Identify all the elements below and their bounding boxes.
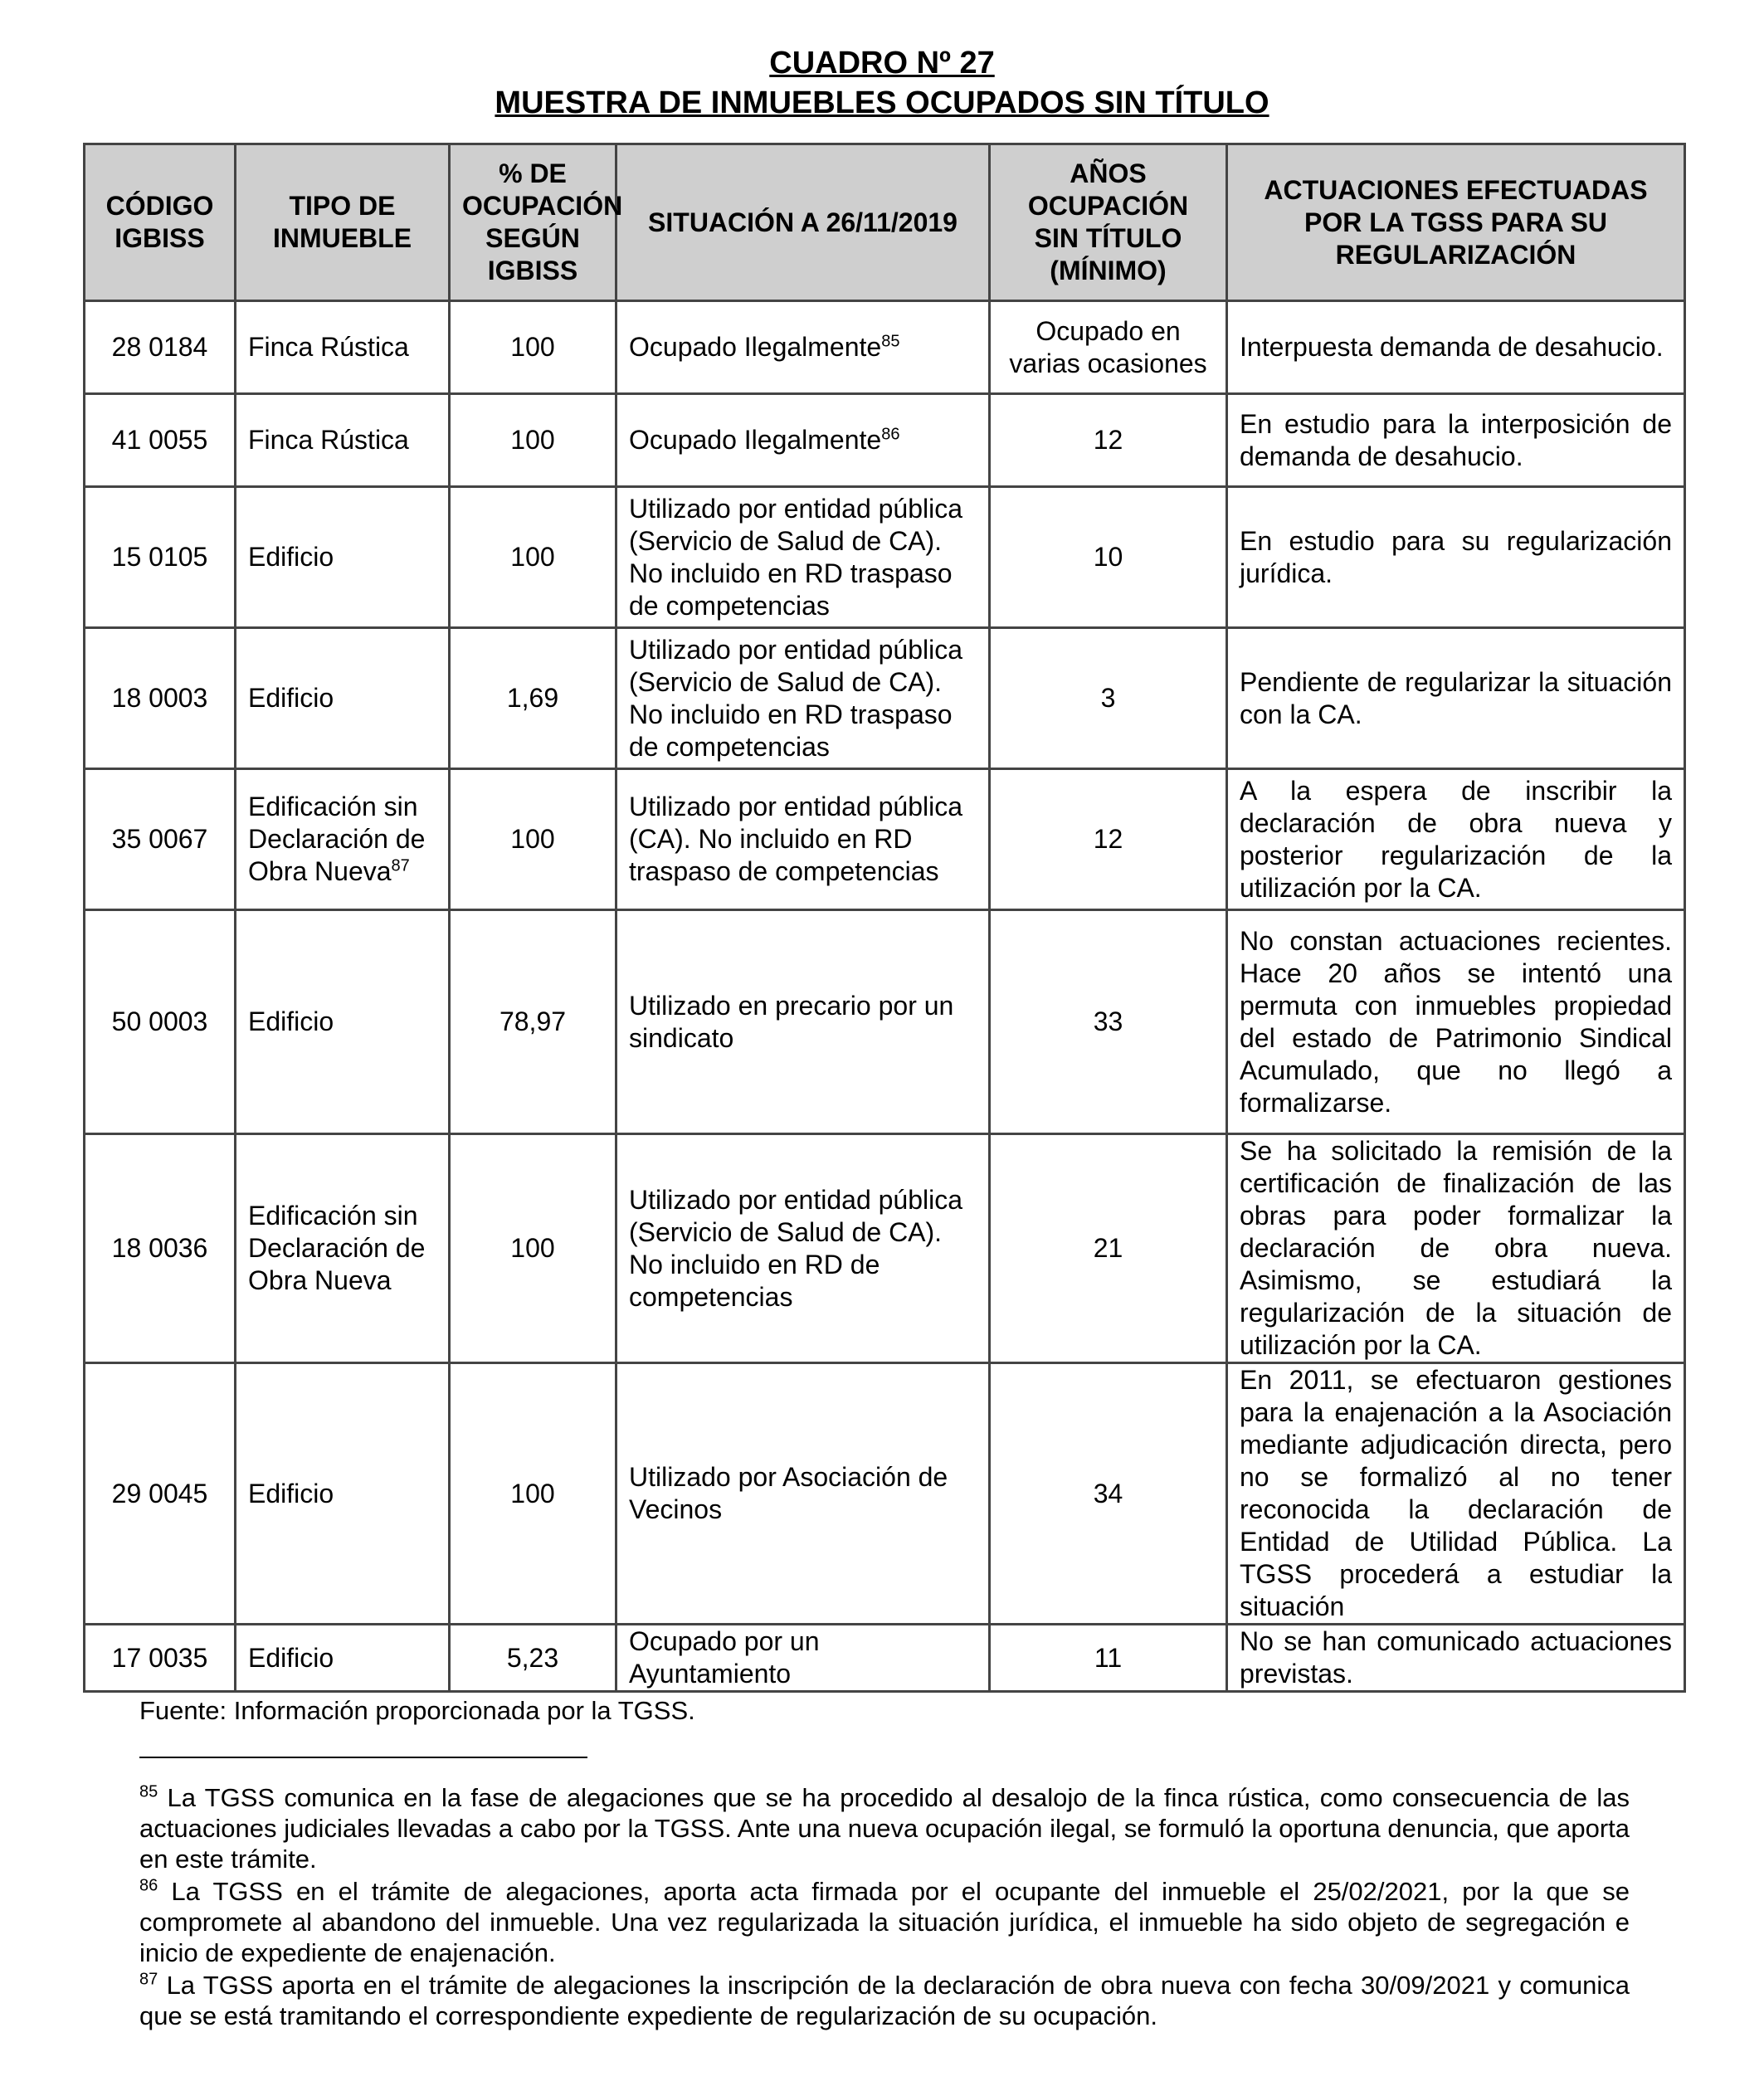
cell-codigo-text: 29 0045 bbox=[111, 1478, 208, 1508]
cell-codigo bbox=[85, 628, 236, 769]
cell-anos bbox=[990, 1363, 1227, 1625]
cell-situacion bbox=[616, 1134, 990, 1363]
page-subtitle: MUESTRA DE INMUEBLES OCUPADOS SIN TÍTULO bbox=[495, 85, 1269, 120]
footnote-ref: 87 bbox=[391, 856, 410, 875]
table-row bbox=[85, 910, 1685, 1134]
cell-tipo-text: Finca Rústica bbox=[248, 332, 409, 362]
cell-situacion bbox=[616, 487, 990, 628]
cell-tipo-text: Edificio bbox=[248, 1478, 334, 1508]
cell-tipo bbox=[236, 1625, 450, 1692]
cell-situacion-text: Utilizado en precario por un sindicato bbox=[629, 990, 954, 1053]
column-header-anos: AÑOS OCUPACIÓN SIN TÍTULO (MÍNIMO) bbox=[990, 144, 1227, 301]
cell-situacion-text: Utilizado por entidad pública (Servicio de Salud de CA). No incluido en RD traspaso de competencias bbox=[629, 634, 963, 762]
column-header-actuaciones: ACTUACIONES EFECTUADAS POR LA TGSS PARA SU REGULARIZACIÓN bbox=[1227, 144, 1685, 301]
cell-situacion-text: Utilizado por entidad pública (Servicio de Salud de CA). No incluido en RD traspaso de competencias bbox=[629, 493, 963, 621]
footnote-text: La TGSS comunica en la fase de alegaciones que se ha procedido al desalojo de la finca rústica, como consecuencia de las actuaciones judiciales llevadas a cabo por la TGSS. Ante una nueva ocupación ilegal, se formuló la oportuna denuncia, que aporta en este trámite. bbox=[139, 1783, 1630, 1874]
cell-tipo bbox=[236, 1134, 450, 1363]
cell-ocupacion-text: 100 bbox=[510, 1233, 555, 1263]
cell-situacion bbox=[616, 1625, 990, 1692]
cell-ocupacion bbox=[450, 1625, 616, 1692]
cell-ocupacion bbox=[450, 910, 616, 1134]
cell-tipo bbox=[236, 1363, 450, 1625]
cell-anos-text: 11 bbox=[1094, 1642, 1123, 1673]
cell-actuaciones bbox=[1227, 394, 1685, 487]
cell-actuaciones-text: A la espera de inscribir la declaración de obra nueva y posterior regularización de la utilización por la CA. bbox=[1240, 775, 1672, 903]
table-row bbox=[85, 301, 1685, 394]
cell-anos bbox=[990, 1134, 1227, 1363]
column-header-ocupacion: % DE OCUPACIÓN SEGÚN IGBISS bbox=[450, 144, 616, 301]
cell-tipo-text: Edificio bbox=[248, 1006, 334, 1036]
cell-anos-text: 10 bbox=[1093, 542, 1123, 572]
cell-tipo bbox=[236, 487, 450, 628]
cell-tipo-text: Edificación sin Declaración de Obra Nueva bbox=[248, 1201, 426, 1295]
cell-situacion-text: Ocupado por un Ayuntamiento bbox=[629, 1626, 820, 1689]
cell-codigo bbox=[85, 1363, 236, 1625]
cell-ocupacion-text: 100 bbox=[510, 542, 555, 572]
cell-actuaciones bbox=[1227, 487, 1685, 628]
cell-situacion-text: Utilizado por entidad pública (CA). No incluido en RD traspaso de competencias bbox=[629, 792, 963, 886]
cell-actuaciones bbox=[1227, 769, 1685, 910]
cell-actuaciones bbox=[1227, 628, 1685, 769]
cell-ocupacion bbox=[450, 1134, 616, 1363]
cell-actuaciones-text: Pendiente de regularizar la situación con la CA. bbox=[1240, 666, 1672, 729]
cell-codigo bbox=[85, 394, 236, 487]
cell-situacion bbox=[616, 301, 990, 394]
cell-situacion bbox=[616, 910, 990, 1134]
table-header-row bbox=[85, 144, 1685, 301]
cell-codigo-text: 18 0036 bbox=[111, 1233, 208, 1263]
cell-anos-text: 12 bbox=[1093, 425, 1123, 455]
cell-anos-text: 34 bbox=[1093, 1478, 1123, 1508]
cell-anos bbox=[990, 301, 1227, 394]
source-note: Fuente: Información proporcionada por la TGSS. bbox=[139, 1696, 695, 1725]
cell-tipo-text: Edificio bbox=[248, 542, 334, 572]
cell-situacion bbox=[616, 1363, 990, 1625]
cell-anos bbox=[990, 910, 1227, 1134]
cell-ocupacion bbox=[450, 394, 616, 487]
cell-codigo bbox=[85, 1134, 236, 1363]
cell-tipo bbox=[236, 301, 450, 394]
page-header bbox=[0, 43, 1764, 123]
cell-codigo bbox=[85, 910, 236, 1134]
cell-anos bbox=[990, 628, 1227, 769]
footnote-number: 85 bbox=[139, 1782, 158, 1801]
cell-ocupacion-text: 78,97 bbox=[499, 1006, 567, 1036]
cell-anos bbox=[990, 1625, 1227, 1692]
column-header-tipo: TIPO DE INMUEBLE bbox=[236, 144, 450, 301]
cell-actuaciones-text: No constan actuaciones recientes. Hace 20 años se intentó una permuta con inmuebles propiedad del estado de Patrimonio Sindical Acumulado, que no llegó a formalizarse. bbox=[1240, 925, 1672, 1118]
cell-codigo-text: 15 0105 bbox=[111, 542, 208, 572]
cell-tipo bbox=[236, 394, 450, 487]
cell-actuaciones-text: En 2011, se efectuaron gestiones para la enajenación a la Asociación mediante adjudicación directa, pero no se formalizó al no tener reconocida la declaración de Entidad de Utilidad Pública. La TGSS procederá a estudiar la situación bbox=[1240, 1365, 1672, 1621]
cell-tipo-text: Edificación sin Declaración de Obra Nueva bbox=[248, 792, 426, 886]
cell-codigo-text: 28 0184 bbox=[111, 332, 208, 362]
cell-actuaciones-text: Interpuesta demanda de desahucio. bbox=[1240, 332, 1664, 362]
footnote-text: La TGSS aporta en el trámite de alegaciones la inscripción de la declaración de obra nueva con fecha 30/09/2021 y comunica que se está tramitando el correspondiente expediente de regularización de su ocupación. bbox=[139, 1971, 1630, 2030]
cell-situacion-text: Utilizado por Asociación de Vecinos bbox=[629, 1462, 948, 1524]
cell-situacion-text: Utilizado por entidad pública (Servicio de Salud de CA). No incluido en RD de competencias bbox=[629, 1184, 963, 1312]
cell-situacion bbox=[616, 394, 990, 487]
cell-anos bbox=[990, 487, 1227, 628]
cell-actuaciones-text: No se han comunicado actuaciones previstas. bbox=[1240, 1626, 1672, 1689]
footnote-text: La TGSS en el trámite de alegaciones, aporta acta firmada por el ocupante del inmueble el 25/02/2021, por la que se compromete al abandono del inmueble. Una vez regularizada la situación jurídica, el inmueble ha sido objeto de segregación e inicio de expediente de enajenación. bbox=[139, 1877, 1630, 1967]
table-row bbox=[85, 394, 1685, 487]
cell-codigo-text: 18 0003 bbox=[111, 683, 208, 713]
cell-tipo bbox=[236, 910, 450, 1134]
table-row bbox=[85, 769, 1685, 910]
footnote bbox=[139, 1782, 1630, 1874]
cell-situacion bbox=[616, 628, 990, 769]
footnote bbox=[139, 1970, 1630, 2031]
table-row bbox=[85, 1625, 1685, 1692]
page-title: CUADRO Nº 27 bbox=[769, 46, 995, 80]
cell-anos-text: 33 bbox=[1093, 1006, 1123, 1036]
cell-tipo bbox=[236, 628, 450, 769]
cell-actuaciones-text: En estudio para la interposición de demanda de desahucio. bbox=[1240, 408, 1672, 471]
footnotes bbox=[139, 1782, 1630, 2033]
cell-tipo-text: Edificio bbox=[248, 683, 334, 713]
footnote-separator bbox=[139, 1757, 587, 1758]
cell-anos-text: Ocupado en varias ocasiones bbox=[1009, 315, 1207, 378]
cell-codigo-text: 50 0003 bbox=[111, 1006, 208, 1036]
cell-ocupacion bbox=[450, 769, 616, 910]
cell-codigo-text: 35 0067 bbox=[111, 824, 208, 854]
cell-situacion-text: Ocupado Ilegalmente bbox=[629, 425, 882, 455]
table-row bbox=[85, 1134, 1685, 1363]
cell-actuaciones bbox=[1227, 1134, 1685, 1363]
cell-anos bbox=[990, 394, 1227, 487]
column-header-situacion: SITUACIÓN A 26/11/2019 bbox=[616, 144, 990, 301]
cell-situacion bbox=[616, 769, 990, 910]
cell-ocupacion-text: 1,69 bbox=[506, 683, 559, 713]
footnote-ref: 86 bbox=[881, 425, 900, 444]
cell-ocupacion-text: 100 bbox=[510, 332, 555, 362]
cell-codigo bbox=[85, 487, 236, 628]
footnote-ref: 85 bbox=[881, 332, 900, 351]
cell-ocupacion bbox=[450, 487, 616, 628]
cell-actuaciones bbox=[1227, 1625, 1685, 1692]
cell-codigo-text: 41 0055 bbox=[111, 425, 208, 455]
cell-anos-text: 21 bbox=[1093, 1233, 1123, 1263]
table-row bbox=[85, 628, 1685, 769]
cell-actuaciones-text: Se ha solicitado la remisión de la certificación de finalización de las obras para poder formalizar la declaración de obra nueva. Asimismo, se estudiará la regularización de la situación de utilización por la CA. bbox=[1240, 1136, 1672, 1360]
cell-ocupacion bbox=[450, 301, 616, 394]
properties-table bbox=[83, 143, 1686, 1693]
cell-ocupacion-text: 5,23 bbox=[506, 1642, 559, 1673]
cell-ocupacion bbox=[450, 1363, 616, 1625]
footnote-number: 87 bbox=[139, 1970, 158, 1989]
cell-codigo bbox=[85, 1625, 236, 1692]
cell-ocupacion-text: 100 bbox=[510, 1478, 555, 1508]
cell-ocupacion-text: 100 bbox=[510, 425, 555, 455]
cell-actuaciones bbox=[1227, 1363, 1685, 1625]
cell-tipo bbox=[236, 769, 450, 910]
cell-ocupacion-text: 100 bbox=[510, 824, 555, 854]
table-row bbox=[85, 1363, 1685, 1625]
cell-situacion-text: Ocupado Ilegalmente bbox=[629, 332, 882, 362]
cell-actuaciones bbox=[1227, 910, 1685, 1134]
table-row bbox=[85, 487, 1685, 628]
footnote-number: 86 bbox=[139, 1876, 158, 1895]
footnote bbox=[139, 1876, 1630, 1968]
cell-actuaciones bbox=[1227, 301, 1685, 394]
cell-ocupacion bbox=[450, 628, 616, 769]
table-body bbox=[85, 301, 1685, 1692]
cell-anos-text: 12 bbox=[1093, 824, 1123, 854]
cell-codigo bbox=[85, 769, 236, 910]
column-header-codigo: CÓDIGO IGBISS bbox=[85, 144, 236, 301]
cell-anos-text: 3 bbox=[1100, 683, 1116, 713]
cell-anos bbox=[990, 769, 1227, 910]
cell-codigo-text: 17 0035 bbox=[111, 1642, 208, 1673]
cell-codigo bbox=[85, 301, 236, 394]
cell-tipo-text: Edificio bbox=[248, 1642, 334, 1673]
cell-actuaciones-text: En estudio para su regularización jurídica. bbox=[1240, 525, 1672, 588]
cell-tipo-text: Finca Rústica bbox=[248, 425, 409, 455]
